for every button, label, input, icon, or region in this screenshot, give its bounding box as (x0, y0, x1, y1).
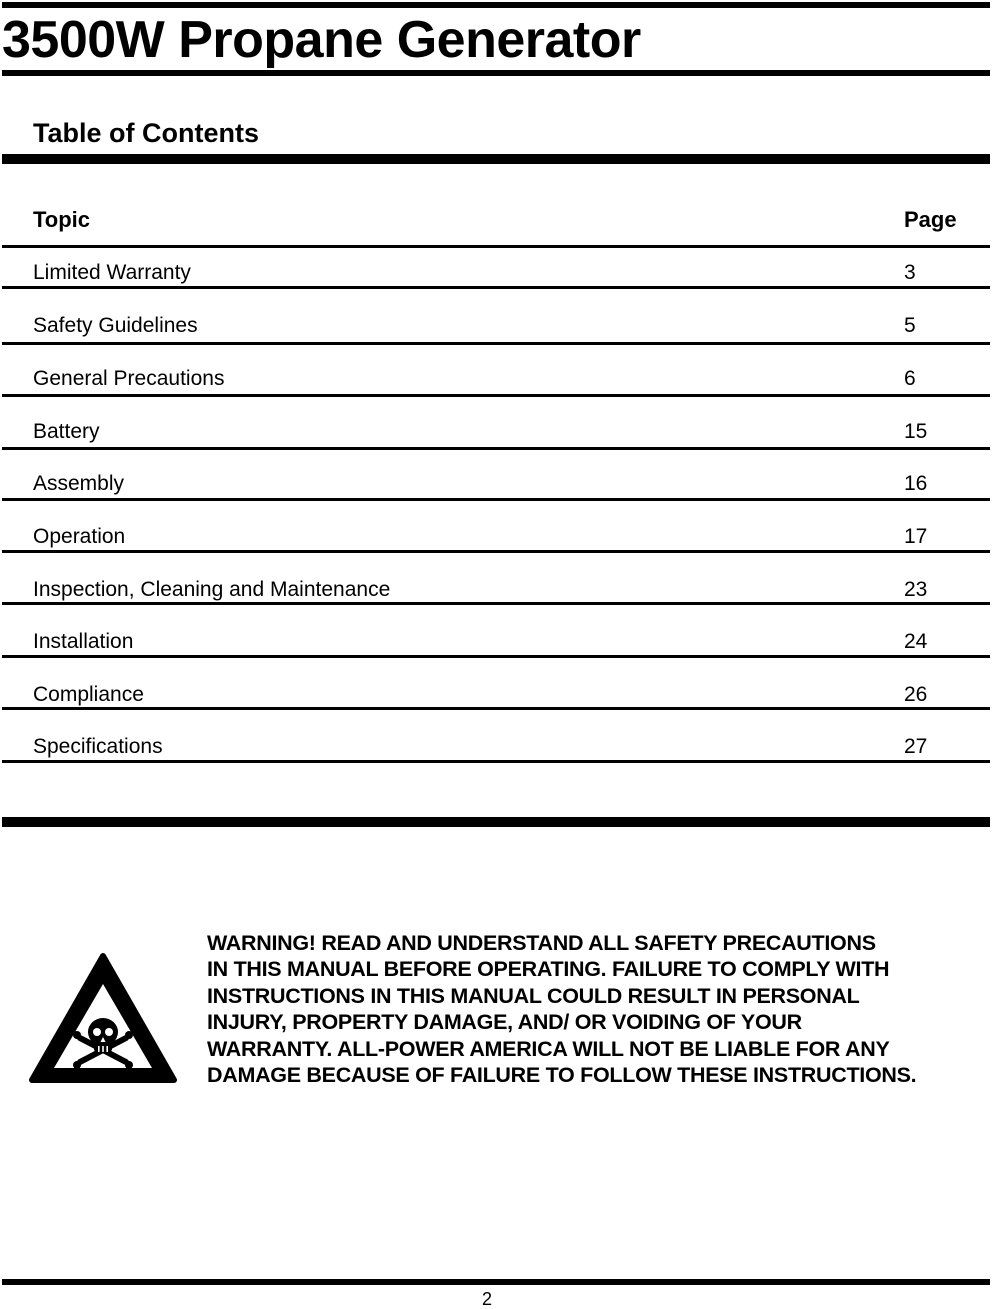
toc-topic: Safety Guidelines (33, 314, 198, 337)
toc-topic: Assembly (33, 472, 125, 495)
skull-crossbones-warning-icon (28, 952, 178, 1086)
toc-row (0, 576, 994, 604)
toc-topic: Limited Warranty (33, 261, 191, 284)
toc-row-divider (2, 707, 990, 710)
toc-row-divider (2, 550, 990, 553)
title-underline (2, 70, 990, 76)
page-title: 3500W Propane Generator (2, 11, 641, 69)
toc-page-number: 6 (904, 367, 916, 390)
toc-row-divider (2, 342, 990, 345)
toc-heading-rule (2, 154, 990, 164)
toc-heading: Table of Contents (33, 118, 259, 148)
toc-row-divider (2, 602, 990, 605)
toc-topic: Operation (33, 525, 126, 548)
warning-line: WARNING! READ AND UNDERSTAND ALL SAFETY PRECAUTIONS (207, 931, 876, 955)
toc-row-divider (2, 286, 990, 289)
toc-row-divider (2, 447, 990, 450)
toc-row-divider (2, 760, 990, 763)
toc-row (0, 523, 994, 551)
toc-page-number: 17 (904, 525, 928, 548)
toc-column-page: Page (904, 207, 957, 232)
toc-row (0, 259, 994, 287)
top-rule (2, 2, 990, 8)
warning-line: WARRANTY. ALL-POWER AMERICA WILL NOT BE LIABLE FOR ANY (207, 1036, 890, 1061)
toc-row (0, 733, 994, 761)
toc-row (0, 418, 994, 446)
toc-page-number: 5 (904, 314, 916, 337)
toc-header-rule (2, 245, 990, 248)
warning-line: IN THIS MANUAL BEFORE OPERATING. FAILURE TO COMPLY WITH (207, 957, 890, 982)
toc-topic: General Precautions (33, 367, 225, 390)
toc-topic: Installation (33, 630, 134, 653)
section-separator (2, 817, 990, 827)
toc-topic: Specifications (33, 735, 163, 758)
toc-page-number: 27 (904, 735, 928, 758)
warning-line: INJURY, PROPERTY DAMAGE, AND/ OR VOIDING OF YOUR (207, 1010, 802, 1035)
toc-page-number: 23 (904, 578, 928, 601)
toc-page-number: 3 (904, 261, 916, 284)
warning-line: DAMAGE BECAUSE OF FAILURE TO FOLLOW THESE INSTRUCTIONS. (207, 1063, 917, 1088)
warning-message (207, 930, 987, 1088)
footer-rule (2, 1279, 990, 1285)
toc-topic: Inspection, Cleaning and Maintenance (33, 578, 391, 601)
toc-row-divider (2, 498, 990, 501)
toc-row-divider (2, 655, 990, 658)
toc-row (0, 470, 994, 498)
warning-line: INSTRUCTIONS IN THIS MANUAL COULD RESULT IN PERSONAL (207, 983, 860, 1008)
toc-row-divider (2, 394, 990, 397)
toc-page-number: 24 (904, 630, 928, 653)
page-number: 2 (481, 1289, 492, 1309)
toc-row (0, 628, 994, 656)
toc-topic: Compliance (33, 683, 144, 706)
toc-row (0, 312, 994, 340)
toc-page-number: 15 (904, 420, 928, 443)
toc-topic: Battery (33, 420, 100, 443)
toc-row (0, 681, 994, 709)
toc-column-topic: Topic (33, 207, 91, 232)
toc-row (0, 365, 994, 393)
toc-page-number: 16 (904, 472, 928, 495)
toc-page-number: 26 (904, 683, 928, 706)
